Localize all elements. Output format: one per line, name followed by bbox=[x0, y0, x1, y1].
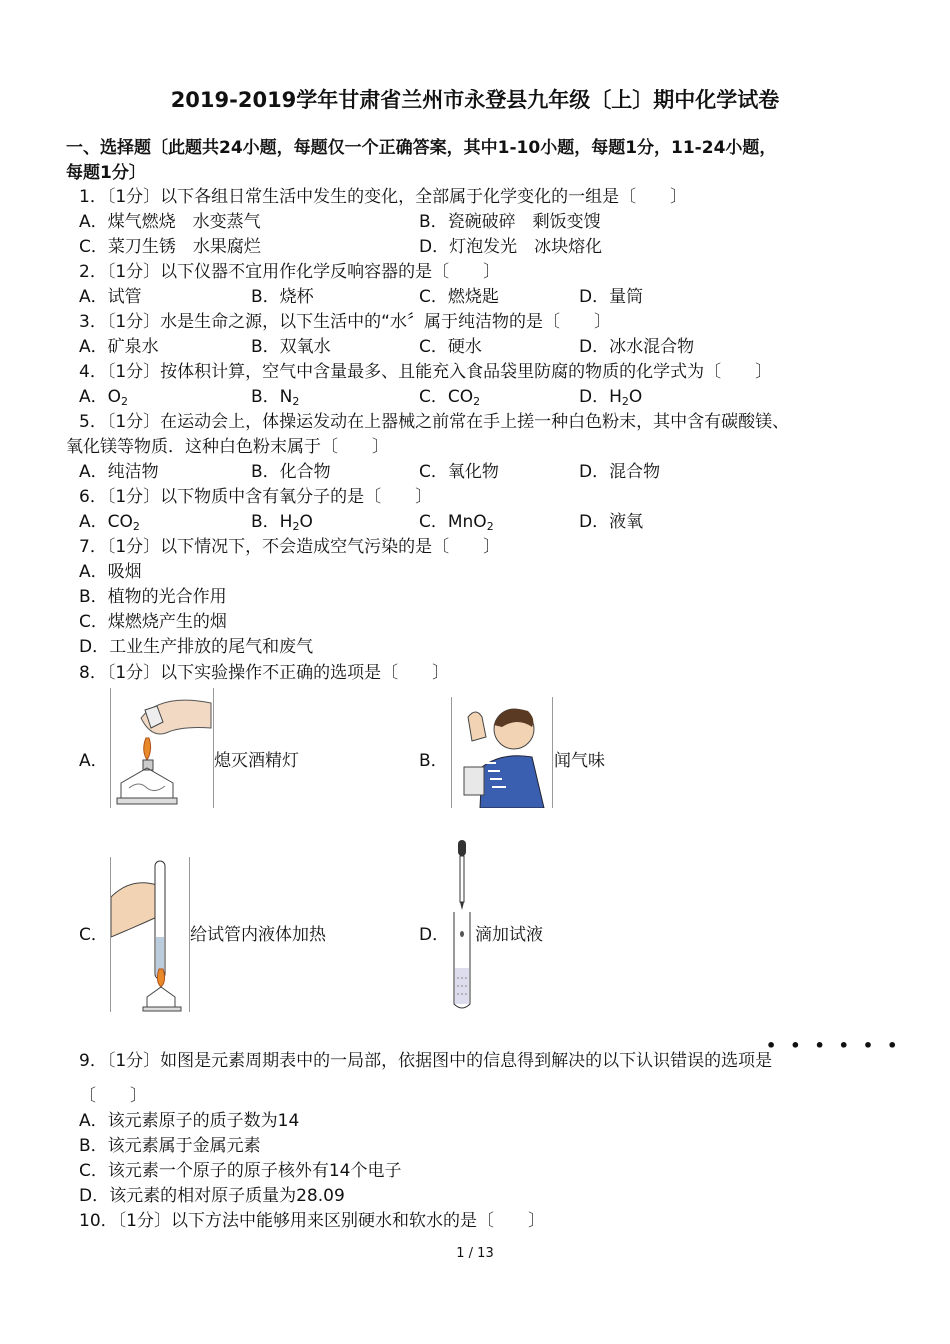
question-9-option-a: A．该元素原子的质子数为14 bbox=[79, 1111, 300, 1131]
question-1-option-a: A．煤气燃烧 水变蒸气 bbox=[79, 212, 261, 232]
question-6-option-a: A．$CO_2$ bbox=[79, 512, 140, 533]
question-7-option-a: A．吸烟 bbox=[79, 562, 142, 582]
question-5-option-a: A．纯洁物 bbox=[79, 462, 159, 482]
question-4-option-a: A．$O_2$ bbox=[79, 387, 129, 408]
section-heading bbox=[66, 136, 896, 186]
question-3-option-a: A．矿泉水 bbox=[79, 337, 159, 357]
question-7-option-c: C．煤燃烧产生的烟 bbox=[79, 612, 227, 632]
question-2-option-d: D．量筒 bbox=[579, 287, 644, 307]
question-8-option-b-label: B． bbox=[419, 751, 448, 771]
question-3-option-c: C．硬水 bbox=[419, 337, 482, 357]
question-5-option-c: C．氧化物 bbox=[419, 462, 499, 482]
question-8-stem: 8．〔1分〕以下实验操作不正确的选项是〔 〕 bbox=[79, 663, 450, 683]
question-6-stem: 6．〔1分〕以下物质中含有氧分子的是〔 〕 bbox=[79, 487, 433, 507]
question-5-stem-line1: 5．〔1分〕在运动会上，体操运发动在上器械之前常在手上搓一种白色粉末，其中含有碳酸镁、 bbox=[79, 412, 790, 432]
question-3-stem: 3．〔1分〕水是生命之源，以下生活中的“水〞属于纯洁物的是〔 〕 bbox=[79, 312, 611, 332]
question-8-option-c-text: 给试管内液体加热 bbox=[190, 925, 326, 945]
question-6-option-d: D．液氧 bbox=[579, 512, 644, 532]
question-3-option-b: B．双氧水 bbox=[251, 337, 331, 357]
question-8-option-d-text: 滴加试液 bbox=[475, 925, 543, 945]
question-4-stem: 4．〔1分〕按体积计算，空气中含量最多、且能充入食品袋里防腐的物质的化学式为〔 〕 bbox=[79, 362, 773, 382]
question-9-option-d: D．该元素的相对原子质量为28.09 bbox=[79, 1186, 345, 1206]
question-9-stem: 9．〔1分〕如图是元素周期表中的一局部，依据图中的信息得到解决的以下认识错误的选项是 bbox=[79, 1051, 773, 1071]
question-8-option-a-text: 熄灭酒精灯 bbox=[214, 751, 299, 771]
page-title: 2019-2019学年甘肃省兰州市永登县九年级〔上〕期中化学试卷 bbox=[170, 88, 780, 112]
question-3-option-d: D．冰水混合物 bbox=[579, 337, 695, 357]
question-9-bracket: 〔 〕 bbox=[79, 1086, 147, 1106]
question-2-option-c: C．燃烧匙 bbox=[419, 287, 499, 307]
heating-test-tube-image bbox=[110, 857, 190, 1012]
question-5-option-b: B．化合物 bbox=[251, 462, 331, 482]
question-4-option-b: B．$N_2$ bbox=[251, 387, 300, 408]
question-4-option-d: D．$H_2O$ bbox=[579, 387, 643, 408]
question-1-option-d: D．灯泡发光 冰块熔化 bbox=[419, 237, 603, 257]
alcohol-lamp-image bbox=[110, 688, 214, 808]
section-heading-line1: 一、选择题〔此题共24小题，每题仅一个正确答案，其中1-10小题，每题1分，11-24小题， bbox=[66, 138, 777, 158]
question-9-option-c: C．该元素一个原子的原子核外有14个电子 bbox=[79, 1161, 402, 1181]
question-8-option-b-text: 闻气味 bbox=[554, 751, 605, 771]
dropper-test-tube-image bbox=[451, 838, 473, 1012]
question-1-stem: 1．〔1分〕以下各组日常生活中发生的变化，全部属于化学变化的一组是〔 〕 bbox=[79, 187, 688, 207]
question-6-option-c: C．MnO$_2$ bbox=[419, 512, 494, 533]
question-1-option-b: B．瓷碗破碎 剩饭变馊 bbox=[419, 212, 601, 232]
emphasis-dots: •••••• bbox=[766, 1036, 912, 1055]
question-10-stem: 10．〔1分〕以下方法中能够用来区别硬水和软水的是〔 〕 bbox=[79, 1211, 545, 1231]
section-heading-line2: 每题1分〕 bbox=[66, 163, 146, 183]
question-8-option-a-label: A． bbox=[79, 751, 108, 771]
question-7-option-b: B．植物的光合作用 bbox=[79, 587, 227, 607]
question-2-stem: 2．〔1分〕以下仪器不宜用作化学反响容器的是〔 〕 bbox=[79, 262, 501, 282]
question-5-option-d: D．混合物 bbox=[579, 462, 661, 482]
question-9-option-b: B．该元素属于金属元素 bbox=[79, 1136, 261, 1156]
page-number: 1 / 13 bbox=[456, 1246, 494, 1261]
question-8-option-c-label: C． bbox=[79, 925, 108, 945]
question-8-option-d-label: D． bbox=[419, 925, 450, 945]
question-4-option-c: C．$CO_2$ bbox=[419, 387, 481, 408]
question-6-option-b: B．$H_2O$ bbox=[251, 512, 313, 533]
question-1-option-c: C．菜刀生锈 水果腐烂 bbox=[79, 237, 261, 257]
question-7-option-d: D．工业生产排放的尾气和废气 bbox=[79, 637, 314, 657]
smelling-gas-image bbox=[451, 697, 553, 808]
question-2-option-a: A．试管 bbox=[79, 287, 142, 307]
question-5-stem-line2: 氧化镁等物质．这种白色粉末属于〔 〕 bbox=[66, 437, 389, 457]
question-7-stem: 7．〔1分〕以下情况下，不会造成空气污染的是〔 〕 bbox=[79, 537, 501, 557]
question-2-option-b: B．烧杯 bbox=[251, 287, 314, 307]
